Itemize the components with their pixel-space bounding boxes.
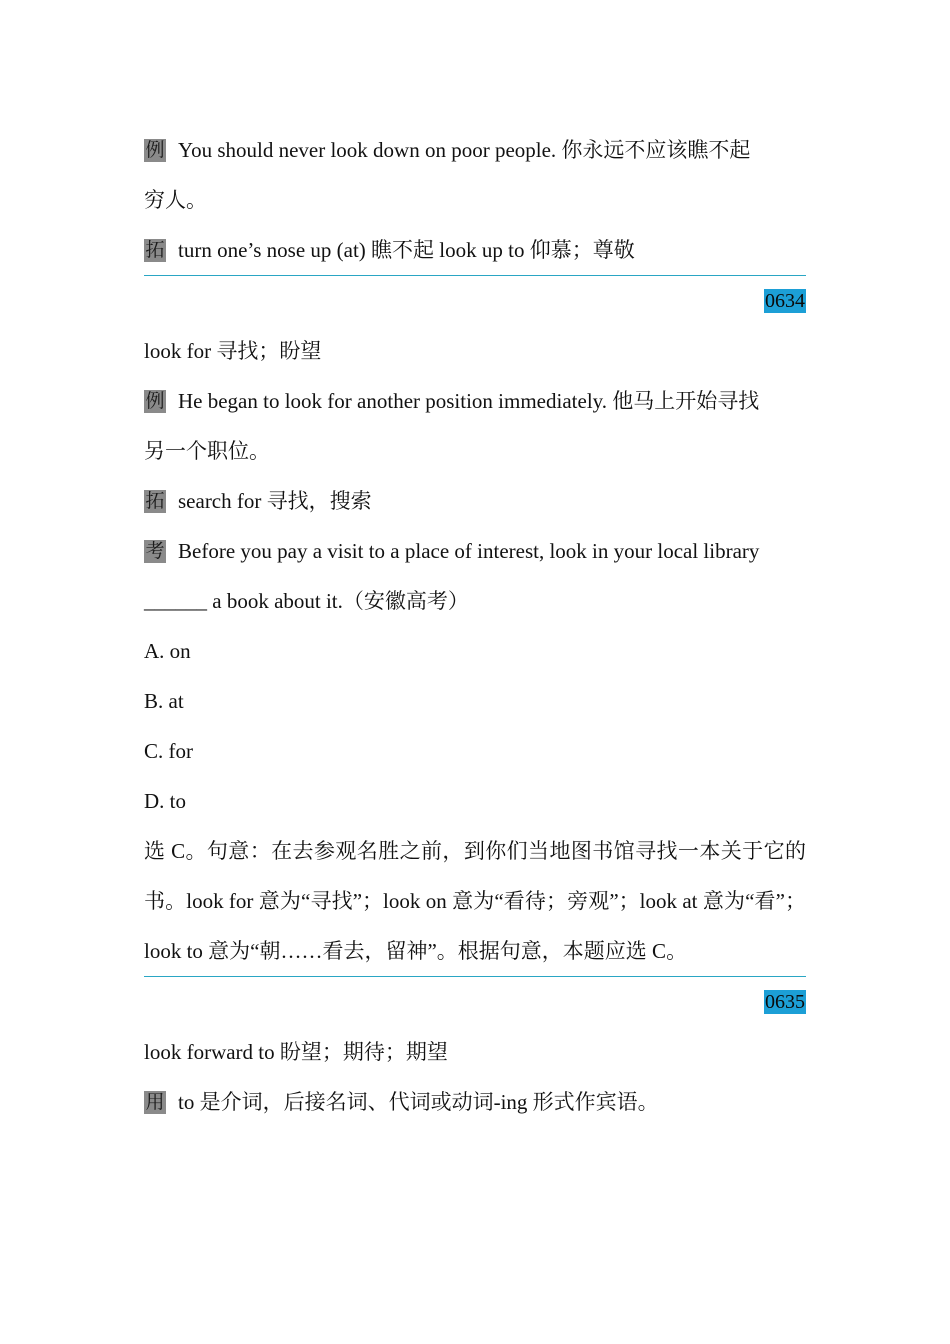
headword: look forward to 盼望；期待；期望 bbox=[144, 1040, 448, 1064]
extend-tag: 拓 bbox=[145, 491, 165, 512]
usage-text: to 是介词，后接名词、代词或动词-ing 形式作宾语。 bbox=[178, 1090, 659, 1114]
entry-number-row bbox=[144, 276, 806, 326]
headword: look for 寻找；盼望 bbox=[144, 339, 322, 363]
example-continuation: 穷人。 bbox=[144, 188, 207, 212]
exam-continuation: ______ a book about it.（安徽高考） bbox=[144, 589, 469, 613]
exam-text: Before you pay a visit to a place of interest, look in your local library bbox=[178, 539, 760, 563]
exam-tag: 考 bbox=[145, 541, 165, 562]
content bbox=[144, 125, 806, 1127]
option-c: C. for bbox=[144, 739, 193, 763]
example-tag: 例 bbox=[145, 140, 165, 161]
option-b: B. at bbox=[144, 689, 184, 713]
usage-tag: 用 bbox=[145, 1092, 165, 1113]
extend-text: search for 寻找，搜索 bbox=[178, 489, 372, 513]
example-line bbox=[144, 376, 806, 426]
option-d: D. to bbox=[144, 789, 186, 813]
example-line bbox=[144, 125, 806, 175]
example-tag: 例 bbox=[145, 391, 165, 412]
example-continuation: 另一个职位。 bbox=[144, 439, 270, 463]
exam-line bbox=[144, 526, 806, 576]
extend-line bbox=[144, 476, 806, 526]
example-text: He began to look for another position immediately. 他马上开始寻找 bbox=[178, 389, 760, 413]
extend-tag: 拓 bbox=[145, 240, 165, 261]
entry-number-row bbox=[144, 977, 806, 1027]
answer-explanation: 选 C。句意：在去参观名胜之前，到你们当地图书馆寻找一本关于它的书。look for 意为“寻找”；look on 意为“看待；旁观”；look at 意为“看”；look to 意为“朝……看去，留神”。根据句意，本题应选 C。 bbox=[144, 839, 806, 963]
usage-line bbox=[144, 1077, 806, 1127]
example-text: You should never look down on poor people. 你永远不应该瞧不起 bbox=[178, 138, 751, 162]
entry-number: 0635 bbox=[765, 991, 805, 1014]
extend-line bbox=[144, 225, 806, 275]
extend-text: turn one’s nose up (at) 瞧不起 look up to 仰慕；尊敬 bbox=[178, 238, 635, 262]
option-a: A. on bbox=[144, 639, 191, 663]
entry-number: 0634 bbox=[765, 290, 805, 313]
